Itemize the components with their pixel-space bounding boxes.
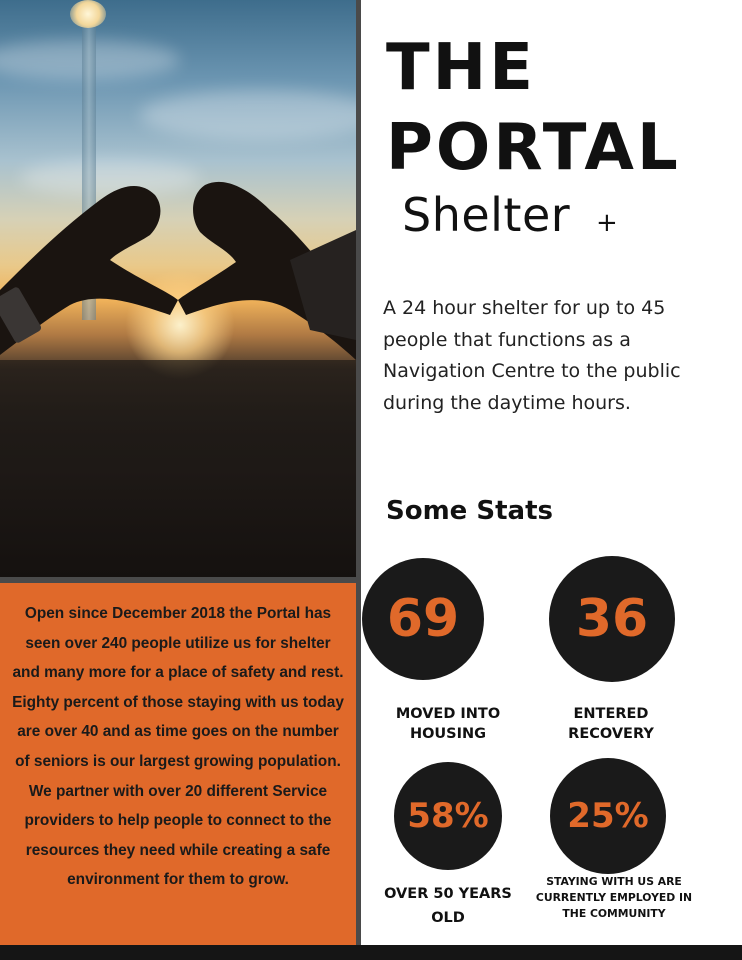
stat-circle-employed: [550, 758, 666, 874]
stat-circle-housing: [362, 558, 484, 680]
stat-label-recovery: ENTERED RECOVERY: [568, 706, 654, 742]
heart-hands-icon: [0, 140, 356, 400]
footer-bar: [0, 945, 742, 960]
story-divider: [356, 583, 361, 945]
stat-value: 69: [386, 589, 460, 649]
heart-hands-photo: [0, 0, 356, 577]
stat-label-housing: MOVED INTO HOUSING: [395, 706, 501, 742]
title-line-2: PORTAL: [386, 111, 681, 185]
story-text: Open since December 2018 the Portal has seen over 240 people utilize us for shelter and many more for a place of safety and rest. Eighty percent of those staying with us today are over 40 and as time goes on the number of seniors is our largest growing population. We partner with over 20 different Service providers to help people to connect to the resources they need while creating a safe environment for them to grow.: [12, 605, 344, 889]
stat-label-over-50: OVER 50 YEARS OLD: [384, 886, 512, 926]
subtitle-plus: +: [596, 208, 618, 238]
subtitle: Shelter: [402, 188, 571, 242]
description: A 24 hour shelter for up to 45 people that functions as a Navigation Centre to the public during the daytime hours.: [383, 297, 681, 414]
vertical-divider: [356, 0, 361, 577]
stat-circle-over-50: [394, 762, 502, 870]
stat-value: 25%: [567, 796, 649, 836]
title-line-1: THE: [386, 31, 536, 105]
stat-circle-recovery: [549, 556, 675, 682]
stats-heading: Some Stats: [386, 496, 553, 526]
story-panel: [0, 583, 356, 945]
stat-label-employed: STAYING WITH US ARE CURRENTLY EMPLOYED IN THE COMMUNITY: [535, 875, 693, 920]
stat-value: 58%: [407, 796, 489, 836]
stat-value: 36: [575, 589, 649, 649]
